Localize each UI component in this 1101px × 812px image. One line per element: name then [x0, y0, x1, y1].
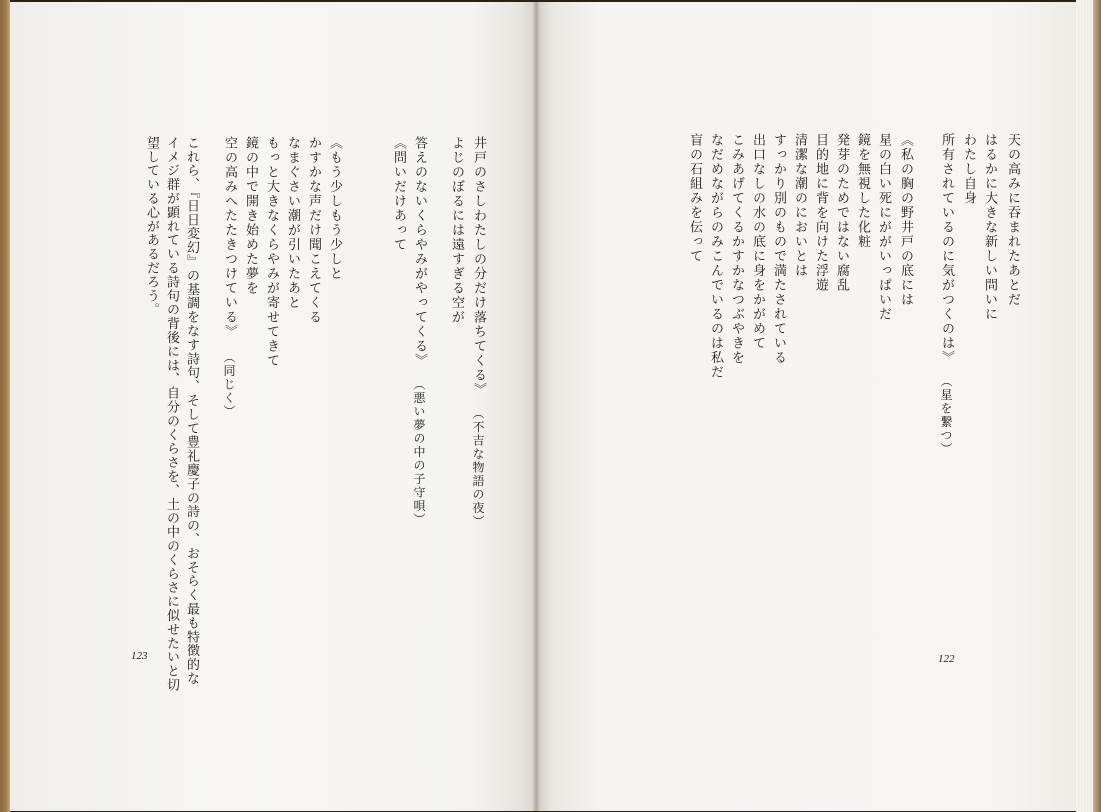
text-column: 鏡を無視した化粧: [855, 133, 870, 249]
text-column: わたし自身: [961, 133, 976, 206]
text-column: 所有されているのに気がつくのは》（星を繋つ）: [939, 133, 954, 456]
text-column: 答えのないくらやみがやってくる》（悪い夢の中の子守唄）: [412, 136, 427, 527]
text-column: 星の白い死にががいっぱいだ: [876, 133, 891, 322]
right-page: [536, 2, 1076, 811]
text-column: なだめながらのみこんでいるのは私だ: [708, 133, 723, 380]
text-column: はるかに大きな新しい問いに: [982, 133, 997, 322]
text-column: 空の高みへたたきつけている》（同じく）: [222, 136, 237, 419]
text-column: 《私の胸の野井戸の底には: [898, 133, 913, 307]
source-note: （同じく）: [222, 351, 236, 419]
text-column: 出口なしの水の底に身をかがめて: [750, 133, 765, 351]
text-column: かすかな声だけ聞こえてくる: [306, 136, 321, 325]
book-cover-edge: [1093, 0, 1101, 812]
text-column: 目的地に背を向けた浮遊: [813, 133, 828, 293]
book-spread: [10, 0, 1076, 812]
page-number: 123: [131, 650, 148, 662]
source-note: （星を繋つ）: [939, 375, 953, 456]
text-column: すっかり別のもので満たされている: [771, 133, 786, 365]
text-column: もっと大きなくらやみが寄せてきて: [264, 136, 279, 368]
text-column: 井戸のさしわたしの分だけ落ちてくる》（不吉な物語の夜）: [471, 136, 486, 529]
text-column: よじのぼるには遠すぎる空が: [449, 136, 464, 325]
text-column: 鏡の中で開き始めた夢を: [243, 136, 258, 296]
text-column: イメジ群が顕れている詩句の背後には、自分のくらさを、土の中のくらさに似せたいと切: [164, 136, 179, 692]
gutter: [532, 2, 540, 811]
text-column: 《問いだけあって: [391, 136, 406, 252]
text-column: こみあげてくるかすかなつぶやきを: [729, 133, 744, 365]
text-column: これら、『日日変幻』の基調をなす詩句、そして豊礼慶子の詩の、おそらく最も特徴的な: [184, 136, 199, 686]
text-column: 盲の石組みを伝って: [687, 133, 702, 264]
text-column: 天の高みに吞まれたあとだ: [1005, 133, 1020, 307]
text-column: 望している心があるだろう。: [144, 136, 159, 317]
text-column: 清潔な潮のにおいとは: [792, 133, 807, 278]
text-column: 《もう少しもう少しと: [327, 136, 342, 281]
page-number: 122: [938, 653, 955, 665]
source-note: （不吉な物語の夜）: [471, 407, 485, 529]
left-page: [10, 2, 536, 811]
text-column: なまぐさい潮が引いたあと: [285, 136, 300, 310]
text-column: 発芽のためではない腐乱: [834, 133, 849, 293]
source-note: （悪い夢の中の子守唄）: [412, 378, 426, 527]
